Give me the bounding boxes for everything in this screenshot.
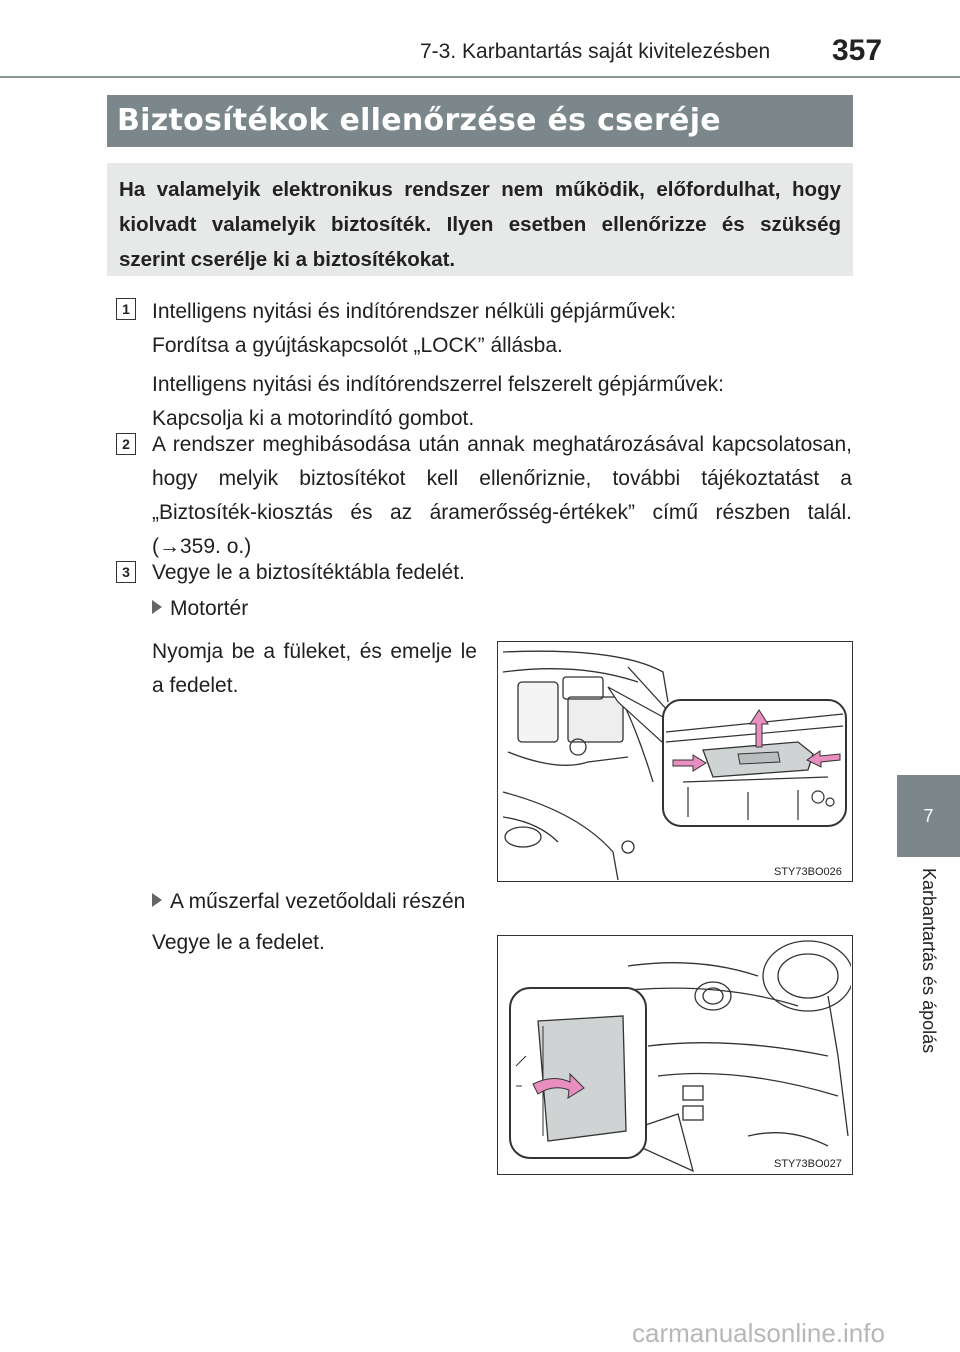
step-badge-3: 3 — [116, 561, 136, 583]
dashboard-illustration — [498, 936, 851, 1173]
bullet-triangle-icon — [152, 600, 162, 614]
step-1-text — [152, 295, 852, 436]
instruction-engine: Nyomja be a füleket, és emelje le a fedelet. — [152, 640, 477, 697]
section-title: Biztosítékok ellenőrzése és cseréje — [107, 95, 853, 147]
bullet-dashboard-driver-side — [152, 887, 465, 917]
bullet-label: Motortér — [170, 597, 249, 620]
page-number: 357 — [832, 34, 883, 67]
header-divider — [0, 76, 960, 78]
figure-engine-fuse-box — [497, 641, 853, 882]
engine-illustration — [498, 642, 851, 880]
step-1-line-4: Kapcsolja ki a motorindító gombot. — [152, 407, 475, 430]
instruction-dashboard: Vegye le a fedelet. — [152, 931, 325, 954]
chapter-label: Karbantartás és ápolás — [919, 868, 939, 1054]
watermark: carmanualsonline.info — [632, 1318, 885, 1348]
step-1-line-1: Intelligens nyitási és indítórendszer nélküli gépjárművek: — [152, 300, 677, 323]
running-header: 7-3. Karbantartás saját kivitelezésben — [420, 40, 771, 63]
step-3-text: Vegye le a biztosítéktábla fedelét. — [152, 561, 465, 584]
bullet-triangle-icon — [152, 893, 162, 907]
step-1-line-2: Fordítsa a gyújtáskapcsolót „LOCK” állásba. — [152, 334, 563, 357]
step-badge-1: 1 — [116, 298, 136, 320]
chapter-tab: 7 — [897, 775, 960, 857]
step-2-text: A rendszer meghibásodása után annak meghatározásával kapcsolatosan, hogy melyik biztosítékot kell ellenőriznie, további tájékoztatást a „Biztosíték-kiosztás és az áramerősség-értékek” című részben talál. (→359. o.) — [152, 433, 852, 558]
bullet-engine-compartment — [152, 594, 248, 624]
figure-code-dashboard: STY73BO027 — [774, 1158, 842, 1170]
bullet-label: A műszerfal vezetőoldali részén — [170, 890, 466, 913]
step-badge-2: 2 — [116, 433, 136, 455]
figure-code-engine: STY73BO026 — [774, 866, 842, 878]
step-1-line-3: Intelligens nyitási és indítórendszerrel felszerelt gépjárművek: — [152, 373, 724, 396]
intro-note: Ha valamelyik elektronikus rendszer nem működik, előfordulhat, hogy kiolvadt valamelyik biztosíték. Ilyen esetben ellenőrizze és szükség szerint cserélje ki a biztosítékokat. — [107, 163, 853, 276]
figure-dashboard-fuse-cover — [497, 935, 853, 1175]
